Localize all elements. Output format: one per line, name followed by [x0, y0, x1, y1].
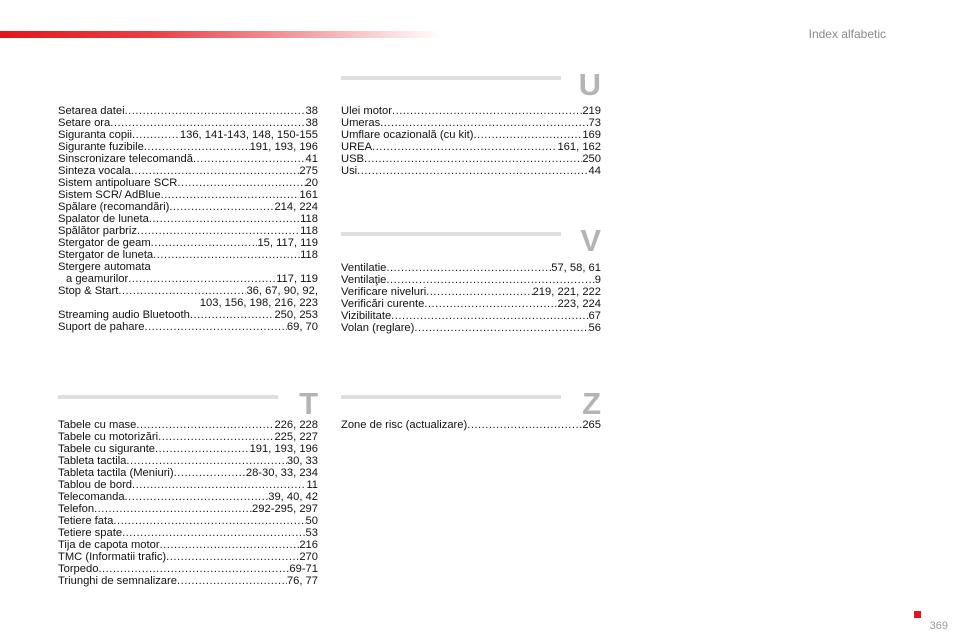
index-pages: 219, 221, 222 — [532, 286, 601, 298]
dot-leader — [190, 309, 275, 321]
index-entry — [58, 189, 318, 201]
dot-leader — [155, 443, 250, 455]
index-pages: 250 — [582, 153, 601, 165]
index-pages: 69, 70 — [286, 321, 318, 333]
index-entry — [58, 309, 318, 321]
dot-leader — [128, 273, 276, 285]
dot-leader — [126, 455, 286, 467]
section-divider — [341, 232, 561, 236]
index-term: Stergator de luneta — [58, 249, 154, 261]
index-entry — [58, 213, 318, 225]
dot-leader — [386, 274, 594, 286]
index-pages: 44 — [588, 165, 601, 177]
dot-leader — [177, 575, 287, 587]
index-pages: 117, 119 — [276, 273, 318, 285]
index-entry — [58, 503, 318, 515]
dot-leader — [166, 551, 299, 563]
index-pages: 28-30, 33, 234 — [245, 467, 318, 479]
index-entry — [58, 551, 318, 563]
dot-leader — [132, 129, 180, 141]
index-pages: 20 — [305, 177, 318, 189]
index-entry — [58, 527, 318, 539]
index-term: Ventilaţie — [341, 274, 387, 286]
index-entry — [58, 201, 318, 213]
index-entry — [58, 321, 318, 333]
index-term: Tabele cu mase — [58, 419, 137, 431]
dot-leader — [158, 431, 274, 443]
dot-leader — [177, 177, 305, 189]
dot-leader — [137, 225, 300, 237]
index-entry — [58, 117, 318, 129]
index-term: Tabele cu sigurante — [58, 443, 156, 455]
index-entry — [58, 129, 318, 141]
index-pages: 275 — [299, 165, 318, 177]
index-pages: 191, 193, 196 — [249, 443, 318, 455]
index-entry — [58, 153, 318, 165]
index-entry — [341, 117, 601, 129]
index-pages: 191, 193, 196 — [249, 141, 318, 153]
index-pages: 39, 40, 42 — [268, 491, 318, 503]
index-term: UREA — [341, 141, 373, 153]
index-pages: 76, 77 — [286, 575, 318, 587]
page-number: 369 — [929, 620, 948, 632]
index-term: Verificare niveluri — [341, 286, 427, 298]
index-pages: 56 — [588, 322, 601, 334]
index-entry — [58, 261, 318, 273]
index-pages: 38 — [305, 117, 318, 129]
dot-leader — [131, 165, 300, 177]
index-pages: 9 — [594, 274, 601, 286]
header-title: Index alfabetic — [808, 27, 886, 41]
dot-leader — [153, 249, 300, 261]
dot-leader — [364, 153, 582, 165]
index-pages: 270 — [299, 551, 318, 563]
section-letter-v: V — [580, 223, 601, 258]
dot-leader — [132, 479, 306, 491]
index-entry — [58, 479, 318, 491]
dot-leader — [160, 539, 300, 551]
index-entry — [341, 310, 601, 322]
dot-leader — [151, 237, 258, 249]
dot-leader — [161, 189, 300, 201]
index-pages: 225, 227 — [274, 431, 318, 443]
index-entry — [58, 515, 318, 527]
index-pages: 38 — [305, 105, 318, 117]
dot-leader — [380, 117, 588, 129]
index-entry — [58, 431, 318, 443]
index-pages: 50 — [305, 515, 318, 527]
index-term: Tableta tactila — [58, 455, 127, 467]
index-term: Tablou de bord — [58, 479, 133, 491]
index-pages: 118 — [300, 213, 318, 225]
index-term: Ventilatie — [341, 262, 387, 274]
index-pages: 30, 33 — [286, 455, 318, 467]
index-term: Suport de pahare — [58, 321, 145, 333]
index-term: Verificări curente — [341, 298, 425, 310]
section-divider — [341, 395, 561, 399]
dot-leader — [94, 503, 252, 515]
index-entry — [341, 165, 601, 177]
index-pages: 36, 67, 90, 92, — [246, 285, 318, 297]
index-pages: 223, 224 — [557, 298, 601, 310]
dot-leader — [467, 419, 582, 431]
index-entry — [58, 273, 318, 285]
index-entry — [58, 249, 318, 261]
dot-leader — [193, 153, 306, 165]
index-entry — [341, 105, 601, 117]
index-term: Spalator de luneta — [58, 213, 149, 225]
index-term: Telefon — [58, 503, 95, 515]
index-pages: 265 — [582, 419, 601, 431]
index-term: Streaming audio Bluetooth — [58, 309, 190, 321]
index-term: Spălător parbriz — [58, 225, 137, 237]
dot-leader — [125, 105, 306, 117]
index-term: Stergator de geam — [58, 237, 151, 249]
index-term: Siguranta copii — [58, 129, 133, 141]
index-term: Tija de capota motor — [58, 539, 160, 551]
index-entry — [58, 455, 318, 467]
index-term: TMC (Informatii trafic) — [58, 551, 167, 563]
index-entry — [341, 262, 601, 274]
page-marker-square — [914, 611, 921, 618]
index-entry — [58, 141, 318, 153]
dot-leader — [174, 467, 246, 479]
index-list-v — [341, 262, 601, 334]
index-pages: 67 — [588, 310, 601, 322]
dot-leader — [426, 286, 532, 298]
index-term: Setare ora — [58, 117, 111, 129]
dot-leader — [169, 201, 274, 213]
index-pages: 292-295, 297 — [252, 503, 318, 515]
index-term: Tabele cu motorizări — [58, 431, 159, 443]
index-pages: 11 — [306, 479, 318, 491]
index-pages: 118 — [300, 249, 318, 261]
index-term: Triunghi de semnalizare — [58, 575, 177, 587]
index-term: Sinteza vocala — [58, 165, 131, 177]
index-entry — [341, 322, 601, 334]
index-term: Ulei motor — [341, 105, 392, 117]
index-entry — [58, 285, 318, 297]
index-pages: 216 — [299, 539, 318, 551]
index-entry — [58, 105, 318, 117]
index-list-z — [341, 419, 601, 431]
index-entry — [58, 165, 318, 177]
index-term: Volan (reglare) — [341, 322, 415, 334]
index-term: Tetiere fata — [58, 515, 114, 527]
section-letter-u: U — [578, 67, 601, 102]
dot-leader — [118, 285, 246, 297]
dot-leader — [125, 491, 269, 503]
dot-leader — [414, 322, 588, 334]
index-pages: 214, 224 — [274, 201, 318, 213]
index-entry — [341, 298, 601, 310]
index-pages: 226, 228 — [274, 419, 318, 431]
index-term: Torpedo — [58, 563, 99, 575]
section-letter-z: Z — [582, 386, 601, 421]
index-pages: 161, 162 — [557, 141, 601, 153]
dot-leader — [149, 213, 300, 225]
index-term: USB — [341, 153, 365, 165]
dot-leader — [122, 527, 305, 539]
dot-leader — [110, 117, 305, 129]
dot-leader — [424, 298, 557, 310]
index-entry — [341, 419, 601, 431]
index-entry — [341, 286, 601, 298]
index-pages: 15, 117, 119 — [257, 237, 318, 249]
index-term: Tableta tactila (Meniuri) — [58, 467, 174, 479]
dot-leader — [473, 129, 582, 141]
section-divider — [58, 395, 278, 399]
index-term: Sinscronizare telecomandă — [58, 153, 193, 165]
index-term: Spălare (recomandări) — [58, 201, 170, 213]
index-list-u — [341, 105, 601, 177]
dot-leader — [144, 141, 250, 153]
index-list-s — [58, 105, 318, 333]
index-pages: 73 — [588, 117, 601, 129]
index-term: Umflare ocazională (cu kit) — [341, 129, 474, 141]
index-pages: 219 — [582, 105, 601, 117]
index-pages: 118 — [300, 225, 318, 237]
section-header-v — [341, 222, 601, 262]
index-term: Umeras — [341, 117, 381, 129]
index-entry — [341, 141, 601, 153]
index-pages: 41 — [305, 153, 318, 165]
index-pages: 69-71 — [289, 563, 318, 575]
index-term: Sistem antipoluare SCR — [58, 177, 178, 189]
index-pages: 169 — [582, 129, 601, 141]
index-entry — [58, 443, 318, 455]
dot-leader — [98, 563, 289, 575]
index-pages: 57, 58, 61 — [551, 262, 601, 274]
index-entry — [58, 575, 318, 587]
header-accent-bar — [0, 31, 440, 38]
index-term: Sistem SCR/ AdBlue — [58, 189, 161, 201]
index-term: Zone de risc (actualizare) — [341, 419, 468, 431]
index-pages: 250, 253 — [274, 309, 318, 321]
section-letter-t: T — [299, 386, 318, 421]
dot-leader — [113, 515, 305, 527]
index-entry — [58, 467, 318, 479]
index-entry — [58, 563, 318, 575]
index-entry — [58, 177, 318, 189]
dot-leader — [136, 419, 274, 431]
index-entry — [341, 129, 601, 141]
index-entry — [341, 274, 601, 286]
index-term: Sigurante fuzibile — [58, 141, 144, 153]
index-term: Stop & Start — [58, 285, 119, 297]
dot-leader — [392, 105, 582, 117]
dot-leader — [372, 141, 557, 153]
index-entry — [58, 491, 318, 503]
dot-leader — [357, 165, 588, 177]
index-entry — [341, 153, 601, 165]
index-pages: 53 — [305, 527, 318, 539]
index-term: Tetiere spate — [58, 527, 123, 539]
index-term: Stergere automata — [58, 261, 151, 273]
index-entry — [58, 237, 318, 249]
index-term: Setarea datei — [58, 105, 125, 117]
index-term: a geamurilor — [66, 273, 129, 285]
section-divider — [341, 76, 561, 80]
dot-leader — [144, 321, 286, 333]
section-header-u — [341, 66, 601, 106]
dot-leader — [386, 262, 551, 274]
index-list-t — [58, 419, 318, 587]
index-term: Telecomanda — [58, 491, 125, 503]
index-term: Vizibilitate — [341, 310, 392, 322]
index-pages-continued: 103, 156, 198, 216, 223 — [199, 297, 318, 309]
index-entry — [58, 539, 318, 551]
index-entry — [58, 225, 318, 237]
index-term: Usi — [341, 165, 358, 177]
dot-leader — [391, 310, 588, 322]
index-pages: 136, 141-143, 148, 150-155 — [179, 129, 318, 141]
index-entry — [58, 419, 318, 431]
index-pages: 161 — [299, 189, 318, 201]
